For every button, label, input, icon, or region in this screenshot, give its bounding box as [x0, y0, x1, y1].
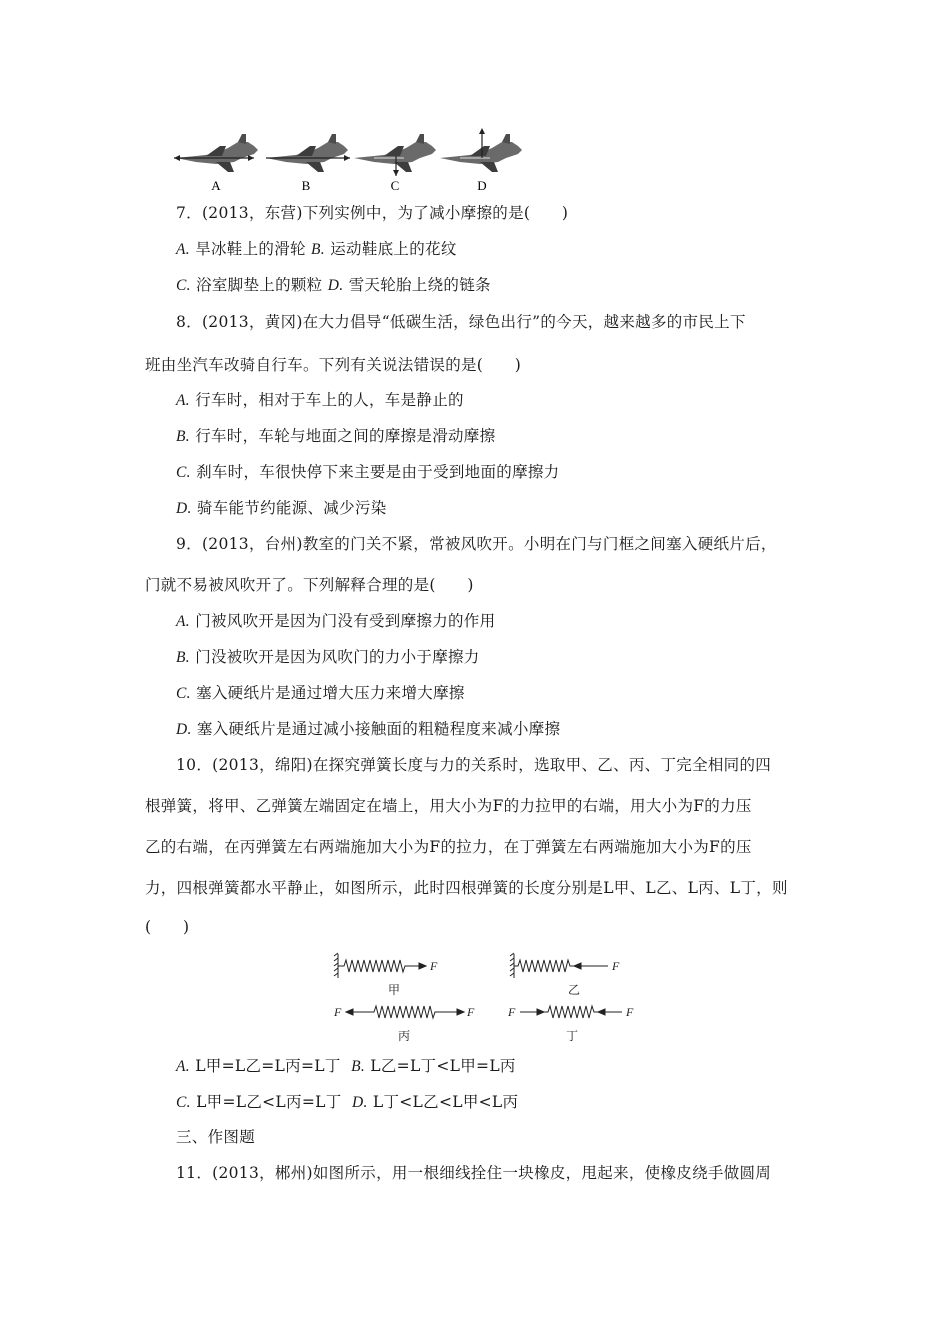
q7-a-key: A.	[176, 241, 190, 258]
spring-jia	[334, 953, 426, 978]
force-label-bing-right: F	[467, 1005, 475, 1019]
plane-a	[174, 134, 258, 172]
q9-stem-1: 9．(2013，台州)教室的门关不紧，常被风吹开。小明在门与门框之间塞入硬纸片后，	[176, 535, 777, 553]
force-label-ding-left: F	[508, 1005, 516, 1019]
q9-b-key: B.	[176, 649, 190, 666]
q10-stem-3: 乙的右端，在丙弹簧左右两端施加大小为F的拉力，在丁弹簧左右两端施加大小为F的压	[145, 838, 752, 856]
force-label-jia: F	[430, 959, 438, 973]
spring-ding	[520, 1006, 622, 1018]
q7-options-cd	[176, 273, 491, 295]
q7-c: 浴室脚垫上的颗粒	[196, 276, 323, 294]
q10-c-key: C.	[176, 1094, 191, 1111]
q10-stem-2: 根弹簧，将甲、乙弹簧左端固定在墙上，用大小为F的力拉甲的右端，用大小为F的力压	[145, 797, 752, 815]
q8-b: 行车时，车轮与地面之间的摩擦是滑动摩擦	[195, 427, 496, 445]
q8-c-key: C.	[176, 464, 191, 481]
q10-options-cd	[176, 1090, 518, 1112]
spring-label-bing: 丙	[397, 1029, 411, 1042]
q10-stem-4: 力，四根弹簧都水平静止，如图所示，此时四根弹簧的长度分别是L甲、L乙、L丙、L丁，则	[145, 879, 788, 897]
q10-a: L甲=L乙=L丙=L丁	[195, 1057, 341, 1075]
q10-stem-1: 10．(2013，绵阳)在探究弹簧长度与力的关系时，选取甲、乙、丙、丁完全相同的四	[176, 756, 772, 774]
q7-c-key: C.	[176, 277, 191, 294]
force-label-yi: F	[612, 959, 620, 973]
section-heading: 三、作图题	[176, 1128, 256, 1146]
q8-option-b	[176, 424, 495, 446]
q7-a: 旱冰鞋上的滑轮	[195, 240, 306, 258]
q10-c: L甲=L乙<L丙=L丁	[196, 1093, 342, 1111]
q10-options-ab	[176, 1054, 516, 1076]
q9-option-d	[176, 717, 560, 739]
q9-option-b	[176, 645, 480, 667]
q8-stem-2: 班由坐汽车改骑自行车。下列有关说法错误的是( )	[145, 356, 522, 374]
q8-a: 行车时，相对于车上的人，车是静止的	[195, 391, 464, 409]
q9-a-key: A.	[176, 613, 190, 630]
q10-b-key: B.	[351, 1058, 366, 1075]
q10-stem-5: ( )	[145, 918, 190, 936]
q8-option-a	[176, 388, 464, 410]
spring-label-yi: 乙	[567, 983, 581, 997]
q7-stem: 7．(2013，东营)下列实例中，为了减小摩擦的是( )	[176, 204, 569, 222]
q9-a: 门被风吹开是因为门没有受到摩擦力的作用	[195, 612, 496, 630]
plane-b	[266, 134, 350, 172]
q8-option-d	[176, 496, 387, 518]
plane-c	[354, 134, 436, 176]
q8-b-key: B.	[176, 428, 190, 445]
q9-option-c	[176, 681, 465, 703]
q10-a-key: A.	[176, 1058, 190, 1075]
q8-c: 刹车时，车很快停下来主要是由于受到地面的摩擦力	[196, 463, 560, 481]
plane-d	[440, 128, 522, 172]
q9-stem-2: 门就不易被风吹开了。下列解释合理的是( )	[145, 576, 474, 594]
q8-d: 骑车能节约能源、减少污染	[196, 499, 387, 517]
plane-label-c: C	[390, 178, 400, 193]
plane-figure	[172, 120, 532, 194]
q7-b-key: B.	[311, 241, 325, 258]
q9-b: 门没被吹开是因为风吹门的力小于摩擦力	[195, 648, 480, 666]
spring-label-ding: 丁	[565, 1029, 579, 1042]
q9-d: 塞入硬纸片是通过减小接触面的粗糙程度来减小摩擦	[196, 720, 561, 738]
q11-stem: 11．(2013，郴州)如图所示，用一根细线拴住一块橡皮，甩起来，使橡皮绕手做圆周	[176, 1164, 772, 1182]
q10-b: L乙=L丁<L甲=L丙	[370, 1057, 516, 1075]
force-label-bing-left: F	[334, 1005, 342, 1019]
q8-d-key: D.	[176, 500, 192, 517]
plane-label-a: A	[211, 178, 221, 193]
plane-label-b: B	[301, 178, 311, 193]
spring-bing	[346, 1006, 464, 1018]
spring-yi	[510, 953, 608, 978]
q9-c-key: C.	[176, 685, 191, 702]
q8-option-c	[176, 460, 559, 482]
q8-stem-1: 8．(2013，黄冈)在大力倡导“低碳生活，绿色出行”的今天，越来越多的市民上下	[176, 313, 746, 331]
q7-d-key: D.	[327, 277, 344, 294]
spring-figure	[330, 950, 660, 1042]
q8-a-key: A.	[176, 392, 190, 409]
q10-d-key: D.	[351, 1094, 368, 1111]
q7-d: 雪天轮胎上绕的链条	[348, 276, 491, 294]
q9-c: 塞入硬纸片是通过增大压力来增大摩擦	[196, 684, 465, 702]
q7-options-ab	[176, 237, 457, 259]
force-label-ding-right: F	[626, 1005, 634, 1019]
q9-d-key: D.	[176, 721, 192, 738]
plane-label-d: D	[477, 178, 487, 193]
q10-d: L丁<L乙<L甲<L丙	[372, 1093, 519, 1111]
q7-b: 运动鞋底上的花纹	[330, 240, 457, 258]
spring-label-jia: 甲	[387, 983, 401, 997]
q9-option-a	[176, 609, 495, 631]
